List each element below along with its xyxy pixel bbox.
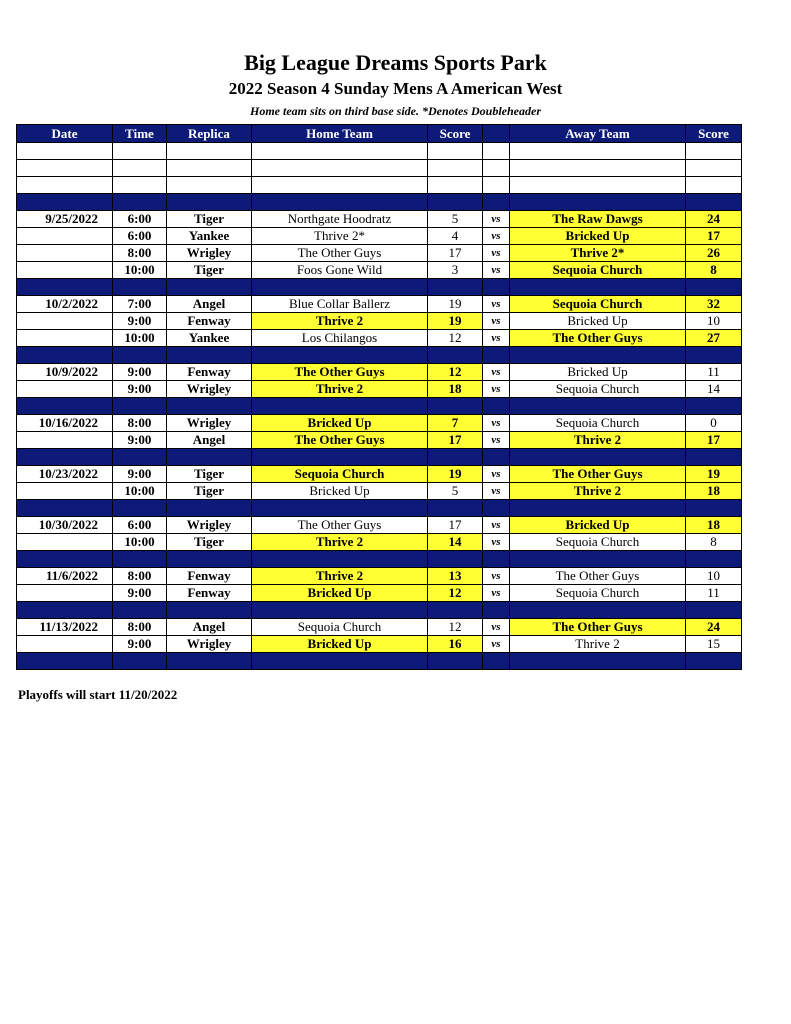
away-score-cell: 15 [686,636,742,653]
col-header-time: Time [113,125,167,143]
away-team-cell: Sequoia Church [510,415,686,432]
empty-cell [17,194,113,211]
home-score-cell: 19 [428,296,483,313]
field-cell: Angel [167,619,252,636]
empty-cell [17,347,113,364]
empty-cell [428,177,483,194]
date-cell [17,432,113,449]
away-team-cell: Thrive 2 [510,432,686,449]
empty-cell [428,602,483,619]
time-cell: 9:00 [113,585,167,602]
field-cell: Fenway [167,585,252,602]
away-score-cell: 10 [686,568,742,585]
empty-cell [167,160,252,177]
empty-cell [113,177,167,194]
blank-row [17,177,742,194]
blank-row [17,160,742,177]
field-cell: Yankee [167,330,252,347]
col-header-replica: Replica [167,125,252,143]
date-cell [17,262,113,279]
field-cell: Tiger [167,211,252,228]
date-cell [17,313,113,330]
empty-cell [252,653,428,670]
home-score-cell: 18 [428,381,483,398]
game-row [17,211,742,228]
time-cell: 6:00 [113,517,167,534]
empty-cell [510,347,686,364]
vs-cell: vs [483,245,510,262]
vs-cell: vs [483,415,510,432]
away-team-cell: Thrive 2 [510,636,686,653]
away-team-cell: The Other Guys [510,619,686,636]
time-cell: 9:00 [113,636,167,653]
empty-cell [113,398,167,415]
away-score-cell: 10 [686,313,742,330]
date-cell [17,636,113,653]
away-score-cell: 24 [686,619,742,636]
home-score-cell: 3 [428,262,483,279]
game-row [17,619,742,636]
home-score-cell: 12 [428,585,483,602]
week-separator-row [17,551,742,568]
empty-cell [252,602,428,619]
empty-cell [252,160,428,177]
time-cell: 10:00 [113,330,167,347]
week-separator-row [17,279,742,296]
empty-cell [686,500,742,517]
home-team-cell: Thrive 2 [252,313,428,330]
game-row [17,432,742,449]
home-team-cell: The Other Guys [252,517,428,534]
empty-cell [167,653,252,670]
playoffs-note: Playoffs will start 11/20/2022 [18,687,178,702]
away-score-cell: 18 [686,483,742,500]
time-cell: 9:00 [113,364,167,381]
away-team-cell: The Other Guys [510,466,686,483]
time-cell: 9:00 [113,313,167,330]
field-cell: Tiger [167,483,252,500]
empty-cell [686,177,742,194]
game-row [17,381,742,398]
empty-cell [686,347,742,364]
date-cell: 10/30/2022 [17,517,113,534]
empty-cell [252,194,428,211]
empty-cell [686,143,742,160]
empty-cell [113,160,167,177]
away-team-cell: Sequoia Church [510,296,686,313]
empty-cell [17,279,113,296]
empty-cell [483,177,510,194]
home-team-cell: Foos Gone Wild [252,262,428,279]
field-cell: Fenway [167,313,252,330]
home-score-cell: 17 [428,517,483,534]
date-cell [17,381,113,398]
empty-cell [428,160,483,177]
vs-cell: vs [483,585,510,602]
field-cell: Wrigley [167,517,252,534]
empty-cell [17,160,113,177]
header-row [17,125,742,143]
page-subtitle: 2022 Season 4 Sunday Mens A American West [228,79,563,98]
date-cell: 9/25/2022 [17,211,113,228]
empty-cell [483,143,510,160]
empty-cell [113,449,167,466]
home-team-cell: Thrive 2 [252,381,428,398]
schedule-note: Home team sits on third base side. *Denotes Doubleheader [250,104,541,118]
vs-cell: vs [483,619,510,636]
away-score-cell: 14 [686,381,742,398]
field-cell: Wrigley [167,636,252,653]
date-cell: 10/2/2022 [17,296,113,313]
away-team-cell: Thrive 2* [510,245,686,262]
empty-cell [510,279,686,296]
empty-cell [167,177,252,194]
empty-cell [686,602,742,619]
empty-cell [483,449,510,466]
empty-cell [483,160,510,177]
home-score-cell: 12 [428,619,483,636]
empty-cell [510,398,686,415]
empty-cell [252,449,428,466]
empty-cell [510,602,686,619]
vs-cell: vs [483,534,510,551]
empty-cell [17,602,113,619]
week-separator-row [17,347,742,364]
home-team-cell: Bricked Up [252,483,428,500]
empty-cell [428,347,483,364]
date-cell: 10/16/2022 [17,415,113,432]
away-team-cell: The Other Guys [510,568,686,585]
empty-cell [167,194,252,211]
vs-cell: vs [483,466,510,483]
empty-cell [510,500,686,517]
empty-cell [686,653,742,670]
empty-cell [483,279,510,296]
date-cell: 10/9/2022 [17,364,113,381]
empty-cell [483,500,510,517]
empty-cell [167,279,252,296]
empty-cell [483,347,510,364]
time-cell: 9:00 [113,432,167,449]
away-team-cell: Sequoia Church [510,585,686,602]
empty-cell [428,551,483,568]
time-cell: 8:00 [113,619,167,636]
away-team-cell: The Raw Dawgs [510,211,686,228]
time-cell: 10:00 [113,534,167,551]
empty-cell [510,194,686,211]
empty-cell [252,347,428,364]
empty-cell [483,398,510,415]
field-cell: Wrigley [167,381,252,398]
empty-cell [686,160,742,177]
time-cell: 8:00 [113,415,167,432]
home-score-cell: 7 [428,415,483,432]
game-row [17,517,742,534]
vs-cell: vs [483,330,510,347]
away-score-cell: 8 [686,534,742,551]
empty-cell [483,602,510,619]
game-row [17,330,742,347]
vs-cell: vs [483,517,510,534]
col-header-away-score: Score [686,125,742,143]
time-cell: 9:00 [113,381,167,398]
empty-cell [167,500,252,517]
vs-cell: vs [483,296,510,313]
empty-cell [167,398,252,415]
empty-cell [167,449,252,466]
empty-cell [113,500,167,517]
home-score-cell: 4 [428,228,483,245]
date-cell [17,534,113,551]
away-score-cell: 11 [686,585,742,602]
empty-cell [510,177,686,194]
game-row [17,228,742,245]
empty-cell [252,398,428,415]
game-row [17,296,742,313]
away-score-cell: 26 [686,245,742,262]
vs-cell: vs [483,381,510,398]
date-cell: 11/13/2022 [17,619,113,636]
empty-cell [428,500,483,517]
game-row [17,585,742,602]
week-separator-row [17,398,742,415]
week-separator-row [17,602,742,619]
away-score-cell: 8 [686,262,742,279]
week-separator-row [17,194,742,211]
empty-cell [252,177,428,194]
field-cell: Angel [167,296,252,313]
empty-cell [428,194,483,211]
vs-cell: vs [483,211,510,228]
home-team-cell: Blue Collar Ballerz [252,296,428,313]
empty-cell [510,653,686,670]
away-score-cell: 27 [686,330,742,347]
empty-cell [686,398,742,415]
empty-cell [17,177,113,194]
empty-cell [17,551,113,568]
empty-cell [113,653,167,670]
col-header-date: Date [17,125,113,143]
home-team-cell: The Other Guys [252,364,428,381]
empty-cell [252,279,428,296]
home-score-cell: 17 [428,432,483,449]
empty-cell [483,653,510,670]
away-team-cell: The Other Guys [510,330,686,347]
empty-cell [252,500,428,517]
game-row [17,262,742,279]
away-score-cell: 18 [686,517,742,534]
field-cell: Wrigley [167,415,252,432]
away-team-cell: Sequoia Church [510,381,686,398]
empty-cell [428,449,483,466]
home-team-cell: Bricked Up [252,415,428,432]
date-cell: 11/6/2022 [17,568,113,585]
vs-cell: vs [483,364,510,381]
game-row [17,245,742,262]
empty-cell [17,653,113,670]
empty-cell [428,143,483,160]
empty-cell [252,143,428,160]
away-team-cell: Bricked Up [510,228,686,245]
field-cell: Yankee [167,228,252,245]
away-score-cell: 17 [686,228,742,245]
game-row [17,364,742,381]
field-cell: Angel [167,432,252,449]
empty-cell [167,551,252,568]
home-score-cell: 19 [428,313,483,330]
away-score-cell: 0 [686,415,742,432]
game-row [17,466,742,483]
time-cell: 8:00 [113,568,167,585]
week-separator-row [17,449,742,466]
empty-cell [113,143,167,160]
col-header-home-team: Home Team [252,125,428,143]
empty-cell [428,279,483,296]
game-row [17,568,742,585]
vs-cell: vs [483,568,510,585]
game-row [17,415,742,432]
vs-cell: vs [483,228,510,245]
date-cell [17,330,113,347]
empty-cell [167,347,252,364]
vs-cell: vs [483,262,510,279]
home-score-cell: 5 [428,483,483,500]
home-team-cell: Sequoia Church [252,466,428,483]
vs-cell: vs [483,483,510,500]
empty-cell [252,551,428,568]
empty-cell [167,602,252,619]
home-team-cell: Los Chilangos [252,330,428,347]
schedule-body [17,143,742,670]
empty-cell [17,398,113,415]
date-cell [17,228,113,245]
home-score-cell: 5 [428,211,483,228]
empty-cell [113,551,167,568]
home-team-cell: Thrive 2* [252,228,428,245]
empty-cell [428,653,483,670]
game-row [17,313,742,330]
empty-cell [113,194,167,211]
home-team-cell: Thrive 2 [252,534,428,551]
col-header-vs [483,125,510,143]
field-cell: Tiger [167,534,252,551]
home-score-cell: 13 [428,568,483,585]
field-cell: Wrigley [167,245,252,262]
empty-cell [113,279,167,296]
away-team-cell: Sequoia Church [510,262,686,279]
date-cell: 10/23/2022 [17,466,113,483]
empty-cell [510,143,686,160]
empty-cell [686,194,742,211]
col-header-away-team: Away Team [510,125,686,143]
away-score-cell: 19 [686,466,742,483]
time-cell: 6:00 [113,211,167,228]
home-score-cell: 12 [428,330,483,347]
empty-cell [510,551,686,568]
away-score-cell: 17 [686,432,742,449]
time-cell: 10:00 [113,483,167,500]
home-team-cell: Thrive 2 [252,568,428,585]
time-cell: 10:00 [113,262,167,279]
field-cell: Tiger [167,262,252,279]
home-team-cell: Bricked Up [252,636,428,653]
time-cell: 9:00 [113,466,167,483]
empty-cell [483,551,510,568]
away-team-cell: Bricked Up [510,364,686,381]
empty-cell [167,143,252,160]
empty-cell [686,279,742,296]
home-score-cell: 16 [428,636,483,653]
home-score-cell: 14 [428,534,483,551]
away-team-cell: Bricked Up [510,517,686,534]
time-cell: 7:00 [113,296,167,313]
date-cell [17,245,113,262]
time-cell: 8:00 [113,245,167,262]
empty-cell [17,500,113,517]
away-team-cell: Bricked Up [510,313,686,330]
game-row [17,636,742,653]
away-score-cell: 24 [686,211,742,228]
empty-cell [17,143,113,160]
away-team-cell: Thrive 2 [510,483,686,500]
empty-cell [17,449,113,466]
game-row [17,483,742,500]
blank-row [17,143,742,160]
home-score-cell: 19 [428,466,483,483]
home-team-cell: Sequoia Church [252,619,428,636]
vs-cell: vs [483,432,510,449]
empty-cell [483,194,510,211]
empty-cell [113,602,167,619]
empty-cell [686,551,742,568]
week-separator-row [17,653,742,670]
home-score-cell: 17 [428,245,483,262]
empty-cell [686,449,742,466]
field-cell: Fenway [167,364,252,381]
vs-cell: vs [483,313,510,330]
empty-cell [428,398,483,415]
week-separator-row [17,500,742,517]
empty-cell [510,449,686,466]
empty-cell [113,347,167,364]
col-header-home-score: Score [428,125,483,143]
field-cell: Fenway [167,568,252,585]
game-row [17,534,742,551]
away-team-cell: Sequoia Church [510,534,686,551]
schedule-table [16,124,742,670]
home-score-cell: 12 [428,364,483,381]
home-team-cell: The Other Guys [252,245,428,262]
date-cell [17,483,113,500]
away-score-cell: 32 [686,296,742,313]
home-team-cell: Bricked Up [252,585,428,602]
vs-cell: vs [483,636,510,653]
empty-cell [510,160,686,177]
date-cell [17,585,113,602]
away-score-cell: 11 [686,364,742,381]
field-cell: Tiger [167,466,252,483]
home-team-cell: Northgate Hoodratz [252,211,428,228]
page-title: Big League Dreams Sports Park [244,50,547,75]
time-cell: 6:00 [113,228,167,245]
home-team-cell: The Other Guys [252,432,428,449]
